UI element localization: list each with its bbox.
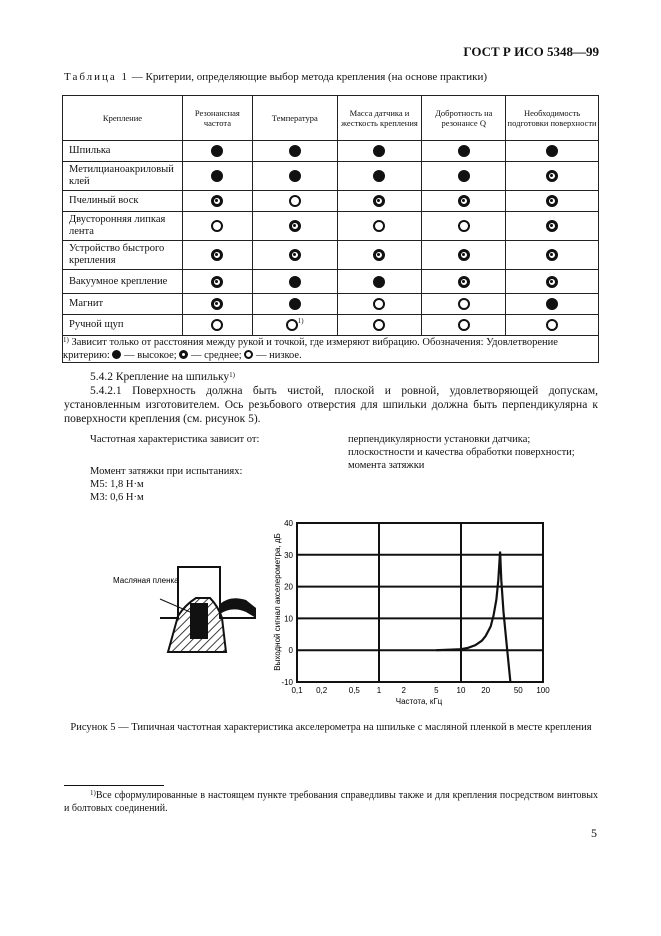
footnote-separator [64,785,164,786]
document-header: ГОСТ Р ИСО 5348—99 [463,44,599,59]
mount-name: Шпилька [63,141,183,162]
table-caption-text: — Критерии, определяющие выбор метода крепления (на основе практики) [129,71,488,83]
column-header: Масса датчика и жесткость крепления [337,96,422,141]
y-tick-labels [281,519,293,687]
y-tick-label: -10 [281,678,293,687]
page-footnote-text: Все сформулированные в настоящем пункте требования справедливы также и для крепления посредством винтовых и болтовых соединений. [64,790,598,814]
dependence-item: плоскостности и качества обработки поверхности; [348,447,575,458]
mount-name: Устройство быстрого крепления [63,241,183,270]
section-heading-text: 5.4.2 Крепление на шпильку [90,371,230,383]
x-tick-label: 10 [456,686,466,695]
mount-name: Вакуумное крепление [63,270,183,294]
legend-medium: — среднее; [190,350,242,361]
x-tick-label: 50 [513,686,523,695]
row-note-marker: 1) [297,317,304,325]
chart-grid [297,523,543,682]
response-curve [436,552,510,682]
dependence-label: Частотная характеристика зависит от: [90,434,260,445]
x-tick-label: 0,5 [348,686,360,695]
section-paragraph: 5.4.2.1 Поверхность должна быть чистой, плоской и ровной, удовлетворяющей допускам, установленным изготовителем. Ось резьбового отверстия для шпильки должна быть перпендикулярна к поверхности крепления (см. рисунок 5). [64,385,598,425]
x-tick-label: 1 [376,686,382,695]
torque-label: Момент затяжки при испытаниях: [90,466,243,477]
dependence-item: момента затяжки [348,460,425,471]
torque-item: М3: 0,6 Н·м [90,492,144,503]
plot-frame [297,523,543,682]
cable [220,598,256,618]
mounting-illustration [113,567,256,652]
mount-name: Метилцианоакриловый клей [63,162,183,191]
x-tick-label: 2 [401,686,406,695]
footnote-marker: 1) [63,336,69,344]
x-tick-label: 5 [434,686,439,695]
column-header: Крепление [63,96,183,141]
y-tick-label: 40 [284,519,293,528]
page-footnote-marker: 1) [90,789,96,797]
y-tick-label: 30 [284,550,293,560]
column-header: Резонансная частота [182,96,252,141]
mount-name: Ручной щуп [63,315,183,336]
section-heading-sup: 1) [229,371,235,379]
page-footnote [64,789,598,815]
y-tick-label: 10 [284,614,293,624]
legend-low: — низкое. [255,350,302,361]
table-caption-prefix: Таблица 1 [64,71,130,83]
column-header: Добротность на резонансе Q [422,96,506,141]
mount-name: Двусторонняя липкая лента [63,212,183,241]
stud [190,603,208,639]
x-tick-labels [291,686,550,695]
frequency-response-chart [273,519,550,706]
column-header: Необходимость подготовки поверхности [506,96,599,141]
x-tick-label: 100 [536,686,550,695]
figure-caption: Рисунок 5 — Типичная частотная характеристика акселерометра на шпильке с масляной пленкой в месте крепления [70,722,592,733]
y-tick-label: 0 [288,646,293,656]
mount-name: Магнит [63,294,183,315]
column-header: Температура [252,96,337,141]
y-axis-label: Выходной сигнал акселерометра, дБ [273,533,282,671]
oil-film-label: Масляная пленка [113,576,179,585]
footnote-text: Зависит только от расстояния между рукой и точкой, где измеряют вибрацию. Обозначения: Удовлетворение критерию: [63,337,558,361]
x-tick-label: 0,2 [316,686,328,695]
y-tick-label: 20 [284,582,293,592]
mount-name: Пчелиный воск [63,191,183,212]
x-tick-label: 20 [481,686,491,695]
legend-high: — высокое; [124,350,177,361]
dependence-item: перпендикулярности установки датчика; [348,434,531,445]
x-axis-label: Частота, кГц [395,697,443,706]
page-number: 5 [591,826,597,840]
x-tick-label: 0,1 [291,686,303,695]
torque-item: М5: 1,8 Н·м [90,479,144,490]
